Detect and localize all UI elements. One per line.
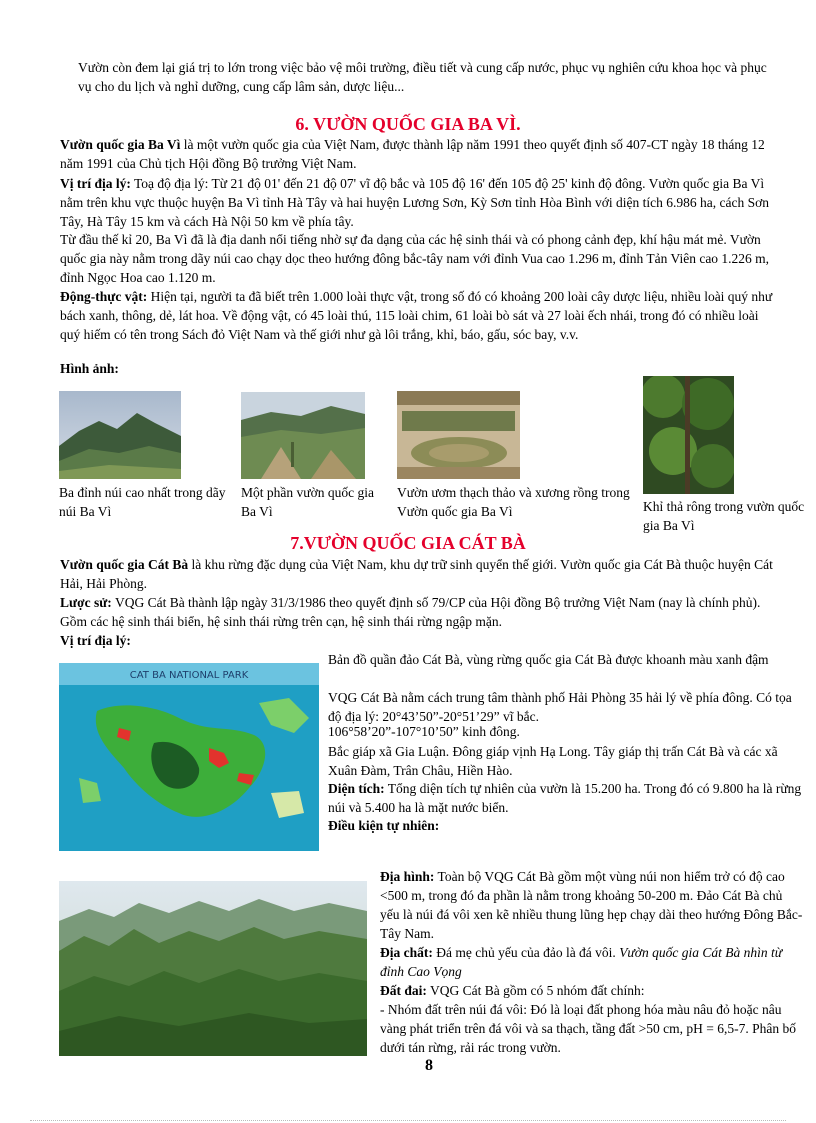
s7-geology-text: Đá mẹ chủ yếu của đảo là đá vôi. xyxy=(432,945,620,960)
ba-vi-park-part-photo xyxy=(241,392,365,479)
s7-park-name: Vườn quốc gia Cát Bà xyxy=(60,557,189,572)
caption-ba-vi-park-part: Một phần vườn quốc gia Ba Vì xyxy=(241,485,374,519)
s7-intro-text: là khu rừng đặc dụng của Việt Nam, khu dự trữ sinh quyển thế giới. Vườn quốc gia Cát Bà thuộc huyện Cát Hải, Hải Phòng. xyxy=(60,557,773,591)
s7-area-label: Diện tích: xyxy=(328,781,385,796)
s6-intro-text: là một vườn quốc gia của Việt Nam, được thành lập năm 1991 theo quyết định số 407-CT ngày 18 tháng 12 năm 1991 của Chủ tịch Hội đồng Bộ trưởng Việt Nam. xyxy=(60,137,765,171)
s6-location-paragraph xyxy=(60,174,776,231)
s7-history-paragraph xyxy=(60,593,776,631)
natural-conditions-text: Điều kiện tự nhiên: xyxy=(328,818,440,833)
map-caption-paragraph: Bản đồ quần đảo Cát Bà, vùng rừng quốc gia Cát Bà được khoanh màu xanh đậm xyxy=(328,652,769,667)
s6-fauna-flora-paragraph xyxy=(60,287,776,344)
s7-soil-label: Đất đai: xyxy=(380,983,427,998)
page-number: 8 xyxy=(425,1057,433,1074)
s7-area-text: Tổng diện tích tự nhiên của vườn là 15.200 ha. Trong đó có 9.800 ha là rừng núi và 5.400 ha là mặt nước biển. xyxy=(328,781,802,815)
monkey-forest-photo xyxy=(643,376,734,494)
cactus-nursery-photo xyxy=(397,391,520,479)
s7-soil-text: VQG Cát Bà gồm có 5 nhóm đất chính: xyxy=(426,983,645,998)
map-title: CAT BA NATIONAL PARK xyxy=(129,670,249,681)
caption-cactus-nursery: Vườn ươm thạch thảo và xương rồng trong Vườn quốc gia Ba Vì xyxy=(397,485,630,519)
s7-history-label: Lược sử: xyxy=(60,595,112,610)
s7-location-label xyxy=(60,631,131,650)
s7-soil-paragraph xyxy=(380,981,805,1000)
bottom-divider xyxy=(30,1120,786,1121)
caption-ba-vi-peaks: Ba đỉnh núi cao nhất trong dãy núi Ba Vì xyxy=(59,485,226,519)
images-label-text: Hình ảnh: xyxy=(60,361,119,376)
s7-soil-group-1: - Nhóm đất trên núi đá vôi: Đó là loại đất phong hóa màu nâu đỏ hoặc nâu vàng phát triển trên đá vôi và sa thạch, tầng đất >50 cm, pH = 6,5-7. Phân bố dưới tán rừng, rải rác trong vườn. xyxy=(380,1002,797,1055)
s6-fauna-flora-label: Động-thực vật: xyxy=(60,289,148,304)
s7-geology-label: Địa chất: xyxy=(380,945,433,960)
s6-history-paragraph: Từ đầu thế kỉ 20, Ba Vì đã là địa danh nổi tiếng nhờ sự đa dạng của các hệ sinh thái và có phong cảnh đẹp, khí hậu mát mẻ. Vườn quốc gia này nằm trong dãy núi cao chạy dọc theo hướng đông bắc-tây nam với đỉnh Vua cao 1.296 m, đỉnh Tản Viên cao 1.226 m, đỉnh Ngọc Hoa cao 1.120 m. xyxy=(60,232,770,285)
s6-fauna-flora-text: Hiện tại, người ta đã biết trên 1.000 loài thực vật, trong số đó có khoảng 200 loài cây dược liệu, nhiều loài quý như bách xanh, thông, dẻ, lát hoa. Về động vật, có 45 loài thú, 115 loài chim, 61 loài bò sát và 27 loài ếch nhái, trong đó có nhiều loài quý hiếm có tên trong Sách đỏ Việt Nam và thế giới như gà lôi trắng, khỉ, báo, gấu, sóc bay, v.v. xyxy=(60,289,773,342)
caption-monkey: Khỉ thả rông trong vườn quốc gia Ba Vì xyxy=(643,499,805,533)
s7-terrain-label: Địa hình: xyxy=(380,869,435,884)
s7-borders-paragraph: Bắc giáp xã Gia Luận. Đông giáp vịnh Hạ Long. Tây giáp thị trấn Cát Bà và các xã Xuân Đàm, Trân Châu, Hiền Hào. xyxy=(328,744,778,778)
s7-terrain-paragraph xyxy=(380,867,805,943)
s7-natural-conditions-label xyxy=(328,816,439,835)
photo-caption-cao-vong: Vườn quốc gia Cát Bà nhìn từ đỉnh Cao Vọng xyxy=(380,945,783,979)
section-6-title: 6. VƯỜN QUỐC GIA BA VÌ. xyxy=(295,114,521,134)
s6-images-label xyxy=(60,359,119,378)
s7-geology-paragraph xyxy=(380,943,805,981)
s7-terrain-text: Toàn bộ VQG Cát Bà gồm một vùng núi non hiểm trở có độ cao <500 m, trong đó đa phần là nằm trong khoảng 50-200 m. Đảo Cát Bà chủ yếu là núi đá vôi xen kẽ nhiều thung lũng hẹp chạy dài theo hướng Đông Bắc-Tây Nam. xyxy=(380,869,803,941)
ba-vi-peaks-photo xyxy=(59,391,181,479)
s6-location-text: Toạ độ địa lý: Từ 21 độ 01' đến 21 độ 07' vĩ độ bắc và 105 độ 16' đến 105 độ 25' kinh độ đông. Vườn quốc gia Ba Vì nằm trên khu vực thuộc huyện Ba Vì tỉnh Hà Tây và hai huyện Lương Sơn, Kỳ Sơn tỉnh Hòa Bình với diện tích 6.986 ha, cách Sơn Tây, Hà Tây 15 km và cách Hà Nội 50 km về phía tây. xyxy=(60,176,769,229)
cat-ba-map xyxy=(59,663,319,851)
s7-longitude-paragraph: 106°58’20”-107°10’50” kinh đông. xyxy=(328,724,520,739)
s7-history-text: VQG Cát Bà thành lập ngày 31/3/1986 theo quyết định số 79/CP của Hội đồng Bộ trưởng Việt Nam (nay là chính phủ). Gồm các hệ sinh thái biển, hệ sinh thái rừng trên cạn, hệ sinh thái rừng ngập mặn. xyxy=(60,595,761,629)
s6-park-name: Vườn quốc gia Ba Vì xyxy=(60,137,181,152)
cat-ba-landscape-photo xyxy=(59,881,367,1056)
s7-distance-paragraph: VQG Cát Bà nằm cách trung tâm thành phố Hải Phòng 35 hải lý về phía đông. Có tọa độ địa lý: 20°43’50”-20°51’29” vĩ bắc. xyxy=(328,690,792,724)
section-7-title: 7.VƯỜN QUỐC GIA CÁT BÀ xyxy=(290,533,526,553)
intro-paragraph: Vườn còn đem lại giá trị to lớn trong việc bảo vệ môi trường, điều tiết và cung cấp nước, phục vụ nghiên cứu khoa học và phục vụ cho du lịch và nghỉ dưỡng, cung cấp lâm sản, dược liệu... xyxy=(78,60,767,94)
s7-location-label-text: Vị trí địa lý: xyxy=(60,633,131,648)
s7-intro-paragraph xyxy=(60,555,776,593)
s7-area-paragraph xyxy=(328,779,804,817)
s6-intro-paragraph xyxy=(60,135,776,173)
s6-location-label: Vị trí địa lý: xyxy=(60,176,131,191)
